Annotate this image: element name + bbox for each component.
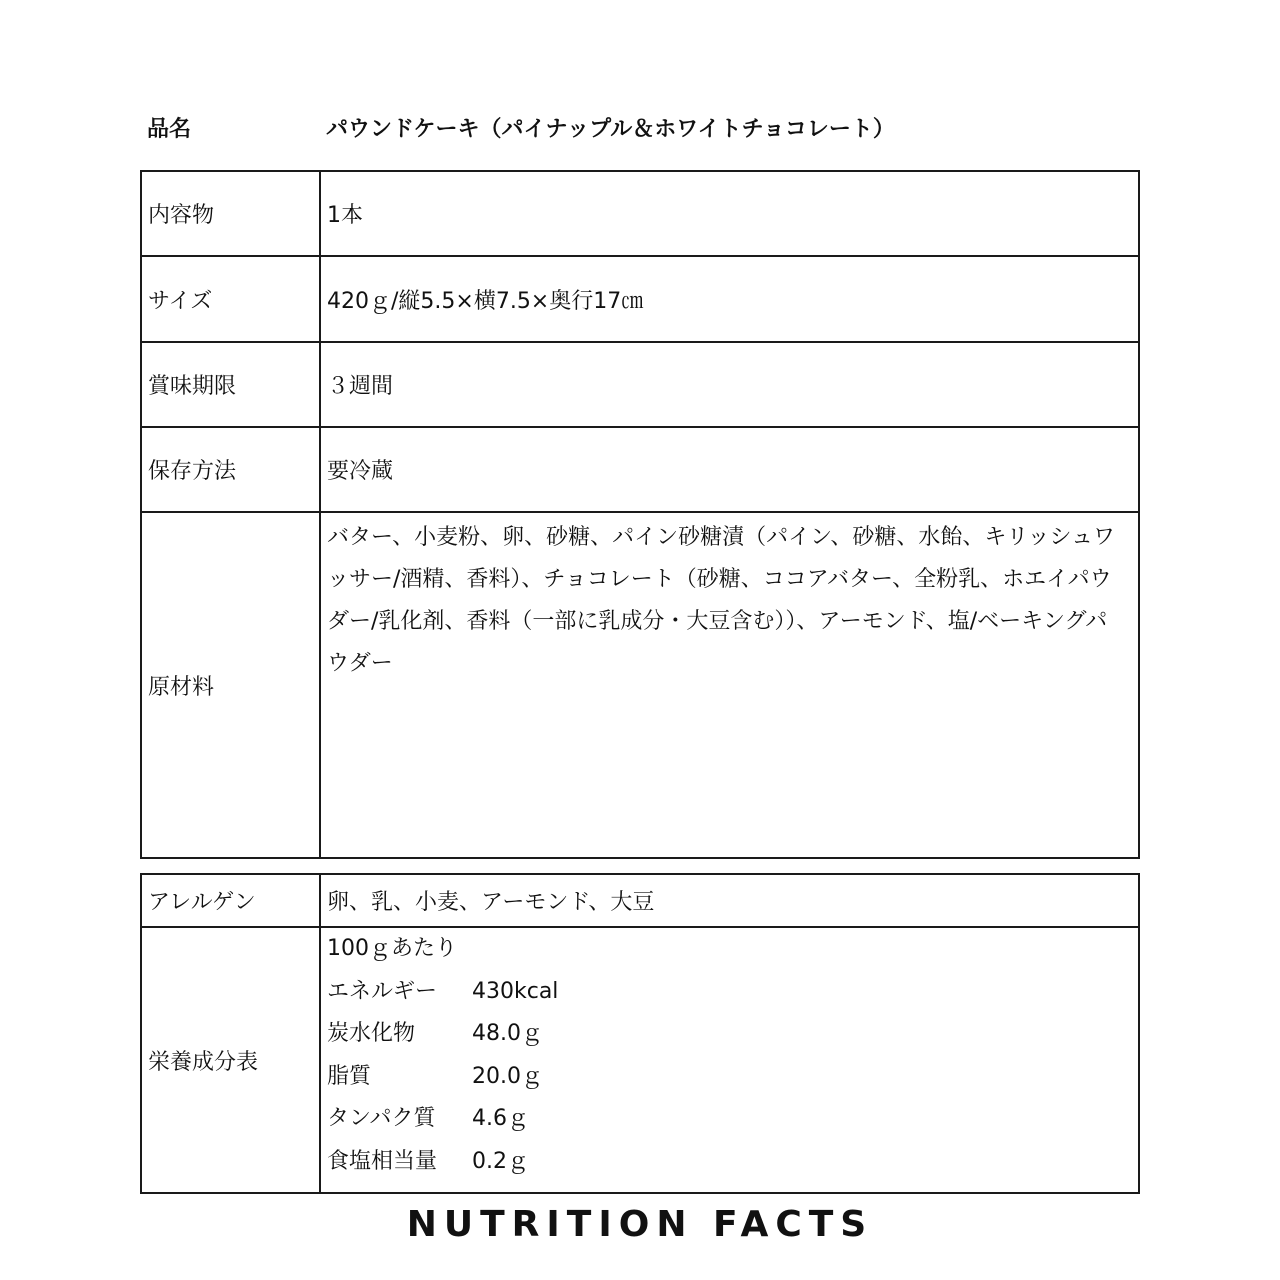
nutrient-name: 脂質: [327, 1063, 372, 1089]
nutrition-item: [327, 1015, 1138, 1058]
nutrient-value: 430kcal: [472, 978, 559, 1004]
spec-row-size: [141, 256, 1139, 342]
nutrient-name: 食塩相当量: [327, 1148, 438, 1174]
spec-value: 1本: [320, 171, 1139, 256]
spec-label: 保存方法: [141, 427, 320, 512]
nutrient-value: 48.0ｇ: [472, 1021, 543, 1046]
nutrition-values: [320, 927, 1139, 1193]
nutrition-item: [327, 1058, 1138, 1101]
allergen-row: [141, 874, 1139, 927]
product-name-row: [147, 112, 1147, 148]
nutrition-label: 栄養成分表: [141, 927, 320, 1193]
spec-row-expiry: [141, 342, 1139, 427]
nutrition-per-text: 100ｇあたり: [327, 936, 457, 961]
nutrition-item: [327, 1143, 1138, 1186]
nutrient-name: タンパク質: [327, 1106, 436, 1131]
product-name-label: 品名: [147, 117, 192, 142]
nutrition-table: [140, 873, 1140, 1194]
spec-value: 420ｇ/縦5.5×横7.5×奥行17㎝: [320, 256, 1139, 342]
nutrition-item: [327, 973, 1138, 1016]
product-name-value: パウンドケーキ（パイナップル＆ホワイトチョコレート）: [326, 117, 895, 142]
spec-label: 原材料: [141, 512, 320, 858]
spec-value: ３週間: [320, 342, 1139, 427]
spec-row-contents: [141, 171, 1139, 256]
allergen-label: アレルゲン: [141, 874, 320, 927]
spec-value: 要冷蔵: [320, 427, 1139, 512]
nutrient-value: 20.0ｇ: [472, 1063, 543, 1089]
spec-label: 内容物: [141, 171, 320, 256]
nutrient-name: 炭水化物: [327, 1021, 416, 1046]
spec-row-ingredients: [141, 512, 1139, 858]
nutrition-item: [327, 1100, 1138, 1143]
footer-title: NUTRITION FACTS: [406, 1204, 874, 1245]
ingredients-text: バター、小麦粉、卵、砂糖、パイン砂糖漬（パイン、砂糖、水飴、キリッシュワッサー/酒精、香料）、チョコレート（砂糖、ココアバター、全粉乳、ホエイパウダー/乳化剤、香料（一部に乳成分・大豆含む））、アーモンド、塩/ベーキングパウダー: [320, 512, 1139, 858]
nutrient-name: エネルギー: [327, 978, 438, 1004]
nutrient-value: 4.6ｇ: [472, 1106, 529, 1131]
spec-label: サイズ: [141, 256, 320, 342]
spec-table: [140, 170, 1140, 859]
allergen-value: 卵、乳、小麦、アーモンド、大豆: [320, 874, 1139, 927]
nutrient-value: 0.2ｇ: [472, 1148, 529, 1174]
spec-row-storage: [141, 427, 1139, 512]
spec-label: 賞味期限: [141, 342, 320, 427]
nutrition-per: [327, 930, 1138, 973]
nutrition-row: [141, 927, 1139, 1193]
